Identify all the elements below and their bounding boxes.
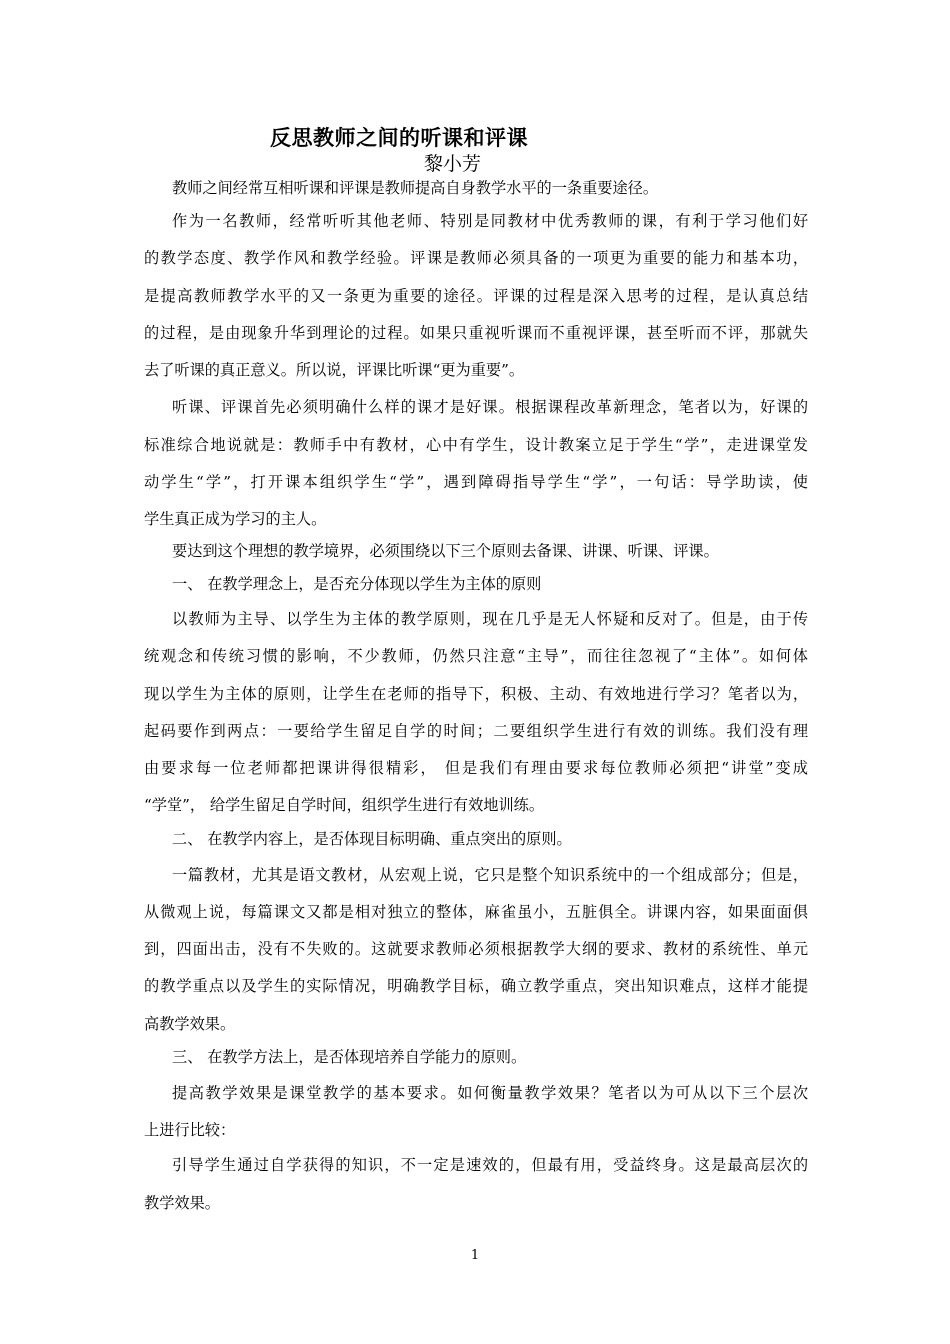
document-author: 黎小芳 xyxy=(424,153,482,175)
text-line: 从微观上说，每篇课文又都是相对独立的整体，麻雀虽小，五脏俱全。讲课内容，如果面面俱 xyxy=(144,903,808,921)
text-line: 去了听课的真正意义。所以说，评课比听课“更为重要”。 xyxy=(144,361,525,379)
text-line: 要达到这个理想的教学境界，必须围绕以下三个原则去备课、讲课、听课、评课。 xyxy=(172,542,719,560)
text-line: 的教学重点以及学生的实际情况，明确教学目标，确立教学重点，突出知识难点，这样才能提 xyxy=(144,977,808,995)
text-line: 统观念和传统习惯的影响，不少教师，仍然只注意“主导”，而往往忽视了“主体”。如何体 xyxy=(144,647,808,665)
section-heading: 二、 在教学内容上，是否体现目标明确、重点突出的原则。 xyxy=(172,830,572,848)
text-line: 标准综合地说就是：教师手中有教材，心中有学生，设计教案立足于学生“学”，走进课堂发 xyxy=(144,436,808,454)
text-line: 听课、评课首先必须明确什么样的课才是好课。根据课程改革新理念，笔者以为，好课的 xyxy=(172,398,808,416)
text-line: 高教学效果。 xyxy=(144,1015,236,1033)
text-line: 作为一名教师，经常听听其他老师、特别是同教材中优秀教师的课，有利于学习他们好 xyxy=(172,212,808,230)
page-number: 1 xyxy=(470,1248,480,1263)
document-title: 反思教师之间的听课和评课 xyxy=(270,125,528,150)
text-line: 上进行比较： xyxy=(144,1121,236,1139)
text-line: 提高教学效果是课堂教学的基本要求。如何衡量教学效果？笔者以为可从以下三个层次 xyxy=(172,1084,808,1102)
text-line: 引导学生通过自学获得的知识，不一定是速效的，但最有用，受益终身。这是最高层次的 xyxy=(172,1156,808,1174)
text-line: 是提高教师教学水平的又一条更为重要的途径。评课的过程是深入思考的过程，是认真总结 xyxy=(144,287,808,305)
text-line: 的教学态度、教学作风和教学经验。评课是教师必须具备的一项更为重要的能力和基本功， xyxy=(144,249,808,267)
section-heading: 一、 在教学理念上，是否充分体现以学生为主体的原则 xyxy=(172,575,542,593)
text-line: 教师之间经常互相听课和评课是教师提高自身教学水平的一条重要途径。 xyxy=(172,179,658,197)
text-line: 现以学生为主体的原则，让学生在老师的指导下，积极、主动、有效地进行学习？笔者以为， xyxy=(144,685,808,703)
text-line: 起码要作到两点：一要给学生留足自学的时间；二要组织学生进行有效的训练。我们没有理 xyxy=(144,722,808,740)
text-line: 学生真正成为学习的主人。 xyxy=(144,510,327,528)
text-line: 的过程，是由现象升华到理论的过程。如果只重视听课而不重视评课，甚至听而不评，那就失 xyxy=(144,324,808,342)
section-heading: 三、 在教学方法上，是否体现培养自学能力的原则。 xyxy=(172,1048,527,1066)
text-line: 到，四面出击，没有不失败的。这就要求教师必须根据教学大纲的要求、教材的系统性、单元 xyxy=(144,940,808,958)
text-line: “学堂”， 给学生留足自学时间，组织学生进行有效地训练。 xyxy=(144,796,545,814)
text-line: 一篇教材，尤其是语文教材，从宏观上说，它只是整个知识系统中的一个组成部分；但是， xyxy=(172,866,808,884)
text-line: 由要求每一位老师都把课讲得很精彩， 但是我们有理由要求每位教师必须把“讲堂”变成 xyxy=(144,759,808,777)
text-line: 动学生“学”，打开课本组织学生“学”，遇到障碍指导学生“学”，一句话：导学助读，使 xyxy=(144,473,808,491)
text-line: 教学效果。 xyxy=(144,1194,220,1212)
text-line: 以教师为主导、以学生为主体的教学原则，现在几乎是无人怀疑和反对了。但是，由于传 xyxy=(172,610,808,628)
